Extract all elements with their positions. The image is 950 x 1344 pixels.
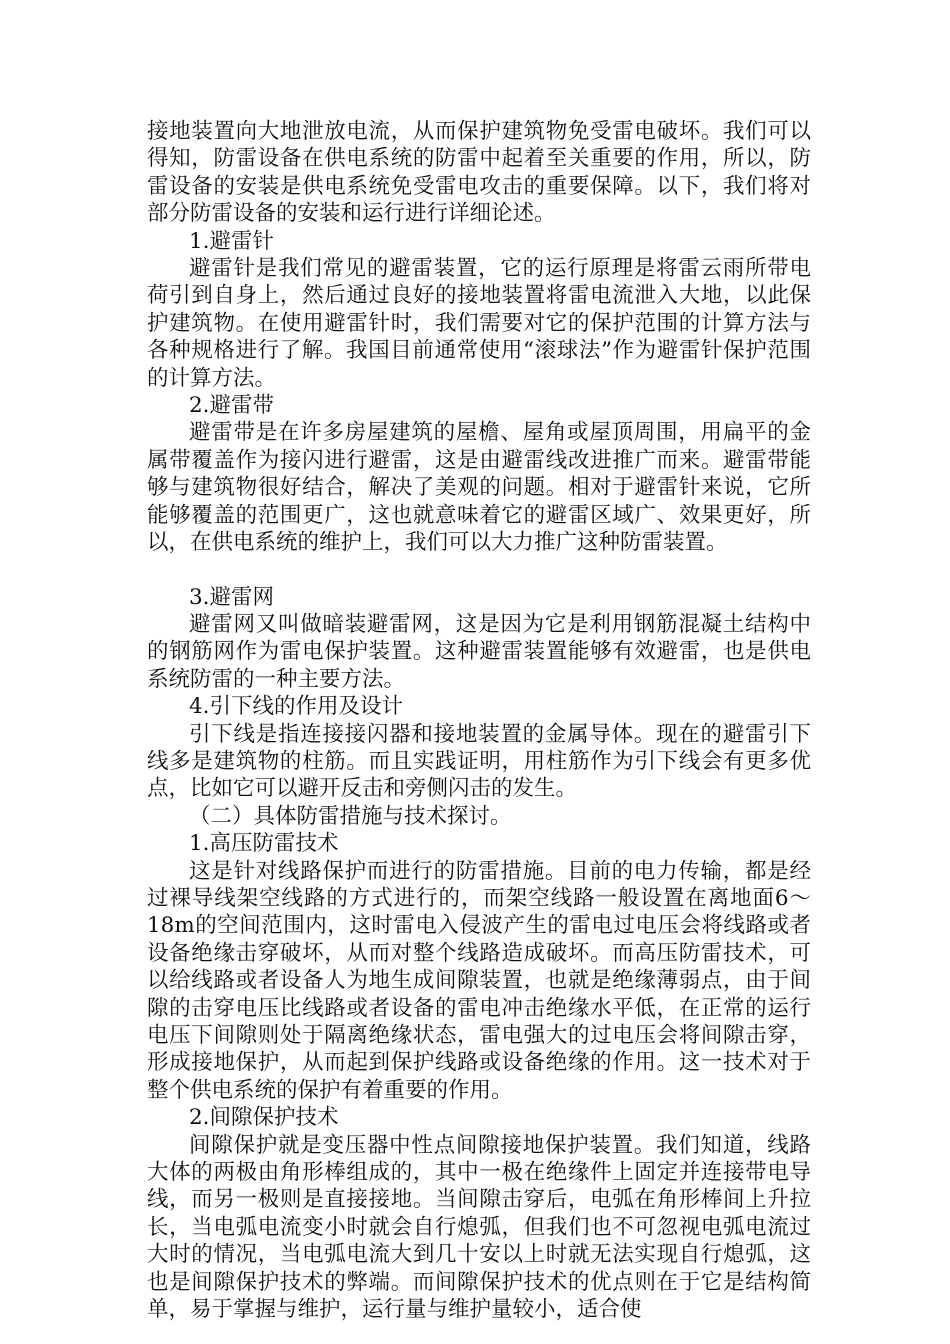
paragraph-gap-protection: 间隙保护就是变压器中性点间隙接地保护装置。我们知道，线路大体的两极由角形棒组成的，其中一极在绝缘件上固定并连接带电导线，而另一极则是直接接地。当间隙击穿后，电弧在角形棒间上升拉长，当电弧电流变小时就会自行熄弧，但我们也不可忽视电弧电流过大时的情况，当电弧电流大到几十安以上时就无法实现自行熄弧，这也是间隙保护技术的弊端。而间隙保护技术的优点则在于它是结构简单，易于掌握与维护，运行量与维护量较小，适合使 xyxy=(147,1132,811,1323)
heading-high-voltage: 1.高压防雷技术 xyxy=(189,831,339,857)
paragraph-high-voltage: 这是针对线路保护而进行的防雷措施。目前的电力传输，都是经过裸导线架空线路的方式进行的，而架空线路一般设置在离地面6～18m的空间范围内，这时雷电入侵波产生的雷电过电压会将线路或者设备绝缘击穿破坏，从而对整个线路造成破坏。而高压防雷技术，可以给线路或者设备人为地生成间隙装置，也就是绝缘薄弱点，由于间隙的击穿电压比线路或者设备的雷电冲击绝缘水平低，在正常的运行电压下间隙则处于隔离绝缘状态，雷电强大的过电压会将间隙击穿，形成接地保护，从而起到保护线路或设备绝缘的作用。这一技术对于整个供电系统的保护有着重要的作用。 xyxy=(147,858,811,1103)
document-page xyxy=(147,118,811,1323)
paragraph-down-conductor: 引下线是指连接接闪器和接地装置的金属导体。现在的避雷引下线多是建筑物的柱筋。而且实践证明，用柱筋作为引下线会有更多优点，比如它可以避开反击和旁侧闪击的发生。 xyxy=(147,721,811,802)
heading-lightning-strip: 2.避雷带 xyxy=(189,393,275,419)
paragraph-lightning-strip: 避雷带是在许多房屋建筑的屋檐、屋角或屋顶周围，用扁平的金属带覆盖作为接闪进行避雷，这是由避雷线改进推广而来。避雷带能够与建筑物很好结合，解决了美观的问题。相对于避雷针来说，它所能够覆盖的范围更广，这也就意味着它的避雷区域广、效果更好，所以，在供电系统的维护上，我们可以大力推广这种防雷装置。 xyxy=(147,420,811,556)
heading-lightning-rod: 1.避雷针 xyxy=(189,228,275,254)
paragraph-lightning-rod: 避雷针是我们常见的避雷装置，它的运行原理是将雷云雨所带电荷引到自身上，然后通过良好的接地装置将雷电流泄入大地，以此保护建筑物。在使用避雷针时，我们需要对它的保护范围的计算方法与各种规格进行了解。我国目前通常使用“滚球法”作为避雷针保护范围的计算方法。 xyxy=(147,256,811,391)
heading-down-conductor: 4.引下线的作用及设计 xyxy=(189,694,404,720)
heading-section-2: （二）具体防雷措施与技术探讨。 xyxy=(189,803,512,829)
paragraph-lightning-net: 避雷网又叫做暗装避雷网，这是因为它是利用钢筋混凝土结构中的钢筋网作为雷电保护装置。这种避雷装置能够有效避雷，也是供电系统防雷的一种主要方法。 xyxy=(147,611,811,692)
intro-paragraph: 接地装置向大地泄放电流，从而保护建筑物免受雷电破坏。我们可以得知，防雷设备在供电系统的防雷中起着至关重要的作用，所以，防雷设备的安装是供电系统免受雷电攻击的重要保障。以下，我们将对部分防雷设备的安装和运行进行详细论述。 xyxy=(147,119,811,227)
heading-gap-protection: 2.间隙保护技术 xyxy=(189,1105,339,1131)
blank-line xyxy=(147,557,811,584)
heading-lightning-net: 3.避雷网 xyxy=(189,584,275,610)
